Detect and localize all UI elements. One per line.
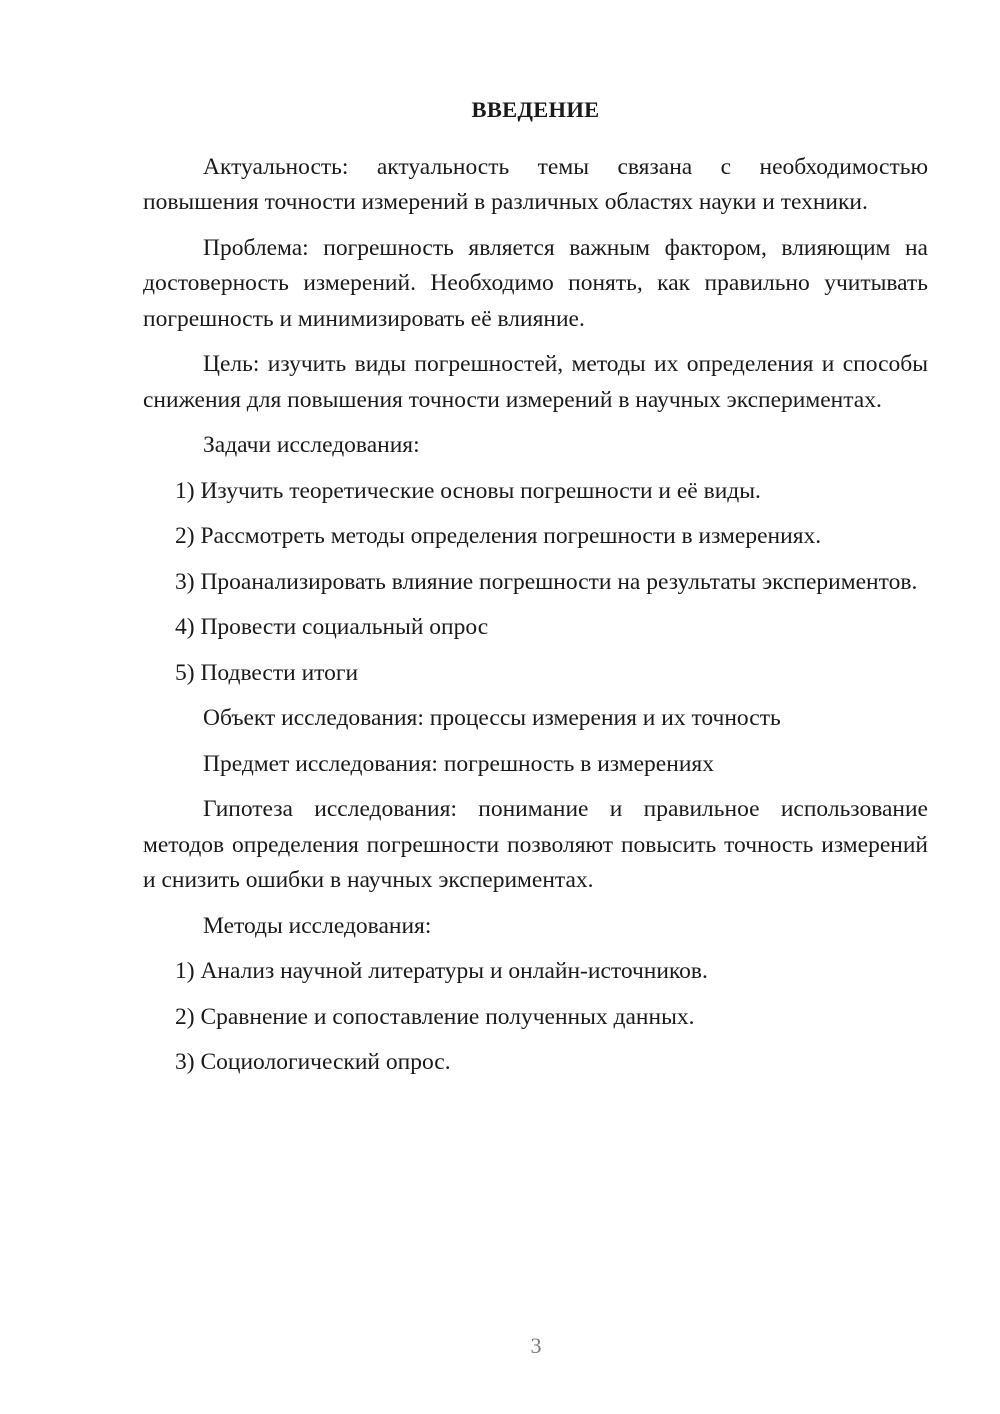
method-item-2: 2) Сравнение и сопоставление полученных данных. <box>175 1003 695 1030</box>
hypothesis-paragraph: Гипотеза исследования: понимание и правильное использование методов определения погрешности позволяют повысить точность измерений и снизить ошибки в научных экспериментах. <box>143 796 928 893</box>
page-title: ВВЕДЕНИЕ <box>471 97 600 122</box>
tasks-heading: Задачи исследования: <box>203 432 420 458</box>
task-item-1: 1) Изучить теоретические основы погрешности и её виды. <box>175 477 761 504</box>
task-item-3: 3) Проанализировать влияние погрешности на результаты экспериментов. <box>175 568 918 595</box>
relevance-paragraph: Актуальность: актуальность темы связана с необходимостью повышения точности измерений в различных областях науки и техники. <box>143 153 928 215</box>
page-number: 3 <box>530 1333 542 1358</box>
object-paragraph: Объект исследования: процессы измерения и их точность <box>203 705 781 731</box>
methods-heading: Методы исследования: <box>203 912 432 939</box>
subject-paragraph: Предмет исследования: погрешность в измерениях <box>203 750 714 777</box>
task-item-4: 4) Провести социальный опрос <box>175 614 489 640</box>
task-item-5: 5) Подвести итоги <box>175 659 359 686</box>
task-item-2: 2) Рассмотреть методы определения погрешности в измерениях. <box>175 523 822 549</box>
method-item-1: 1) Анализ научной литературы и онлайн-источников. <box>175 958 708 984</box>
method-item-3: 3) Социологический опрос. <box>175 1049 451 1075</box>
problem-paragraph: Проблема: погрешность является важным фактором, влияющим на достоверность измерений. Необходимо понять, как правильно учитывать погрешность и минимизировать её влияние. <box>143 234 928 332</box>
page-content <box>143 92 928 1091</box>
goal-paragraph: Цель: изучить виды погрешностей, методы их определения и способы снижения для повышения точности измерений в научных экспериментах. <box>143 351 928 413</box>
